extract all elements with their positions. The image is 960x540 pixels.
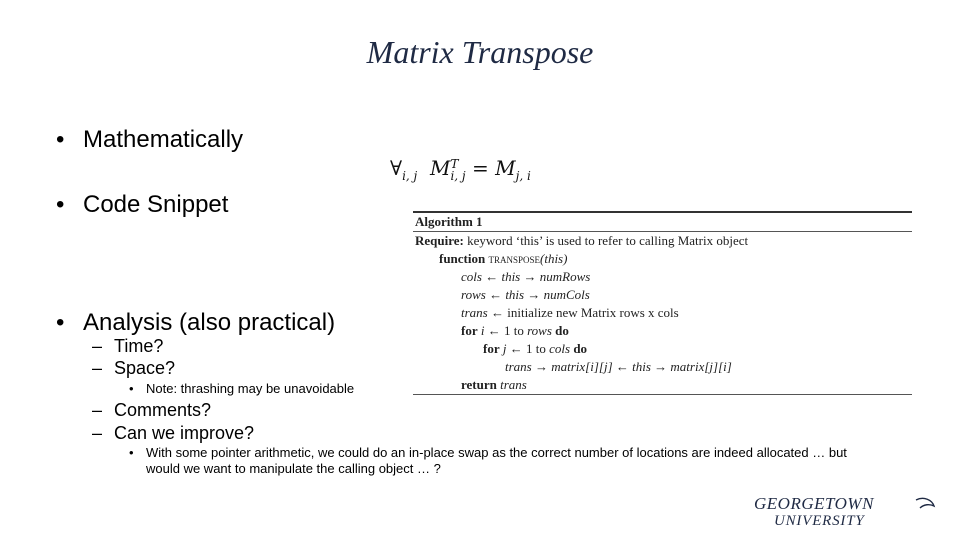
algorithm-for-inner (413, 340, 912, 358)
transpose-formula (390, 156, 531, 183)
logo-line-2: UNIVERSITY (774, 513, 865, 528)
loop-bound: cols (549, 341, 571, 356)
return-value: trans (500, 377, 527, 392)
loop-var: i (480, 323, 485, 338)
algorithm-line-cols (413, 268, 912, 286)
bullet-code-snippet (56, 191, 228, 219)
formula-equals: = (472, 156, 489, 180)
algorithm-assignment: trans → matrix[i][j] ← this → matrix[j][i] (505, 359, 732, 374)
logo-line-1: GEORGETOWN (754, 494, 874, 513)
algorithm-function-line (413, 250, 912, 268)
algorithm-bottom-rule (413, 394, 912, 395)
algorithm-block (413, 211, 912, 395)
forall-symbol: ∀ (390, 156, 403, 180)
do-keyword: do (555, 323, 569, 338)
algorithm-require (413, 232, 912, 250)
formula-lhs-sub: i, j (450, 168, 466, 183)
analysis-item-improve (92, 423, 254, 444)
assign-rhs: initialize new Matrix rows x cols (507, 305, 679, 320)
require-text: keyword ‘this’ is used to refer to calling Matrix object (467, 233, 749, 248)
assign-lhs: rows (461, 287, 486, 302)
improve-note (129, 445, 849, 477)
analysis-item-text: Comments? (114, 400, 212, 420)
dash-marker: – (92, 358, 103, 378)
bullet-text: Mathematically (83, 126, 244, 153)
analysis-item-time (92, 336, 163, 357)
assign-rhs: this → numRows (501, 269, 591, 284)
do-keyword: do (573, 341, 588, 356)
assign-lhs: trans (461, 305, 488, 320)
formula-rhs-sub: j, i (515, 169, 531, 183)
loop-range: ← 1 to (506, 341, 550, 356)
require-keyword: Require: (415, 233, 464, 248)
loop-var: j (502, 341, 507, 356)
bullet-mathematically (56, 126, 243, 154)
assign-lhs: cols (461, 269, 482, 284)
for-keyword: for (483, 341, 500, 356)
formula-lhs-sup: T (450, 156, 459, 171)
algorithm-return (413, 376, 912, 394)
dash-marker: – (92, 336, 103, 356)
analysis-item-comments (92, 400, 211, 421)
formula-rhs: M (495, 156, 516, 180)
for-keyword: for (461, 323, 478, 338)
formula-lhs: M (429, 156, 451, 180)
return-keyword: return (461, 377, 497, 392)
analysis-item-text: Space? (114, 358, 176, 378)
dash-marker: – (92, 423, 103, 443)
analysis-item-text: Time? (114, 336, 164, 356)
assign-op: ← (481, 269, 502, 284)
improve-note-text: With some pointer arithmetic, we could do an in-place swap as the correct number of locations are indeed allocated … but would we want to manipulate the calling object … ? (146, 445, 847, 476)
space-note-text: Note: thrashing may be unavoidable (146, 381, 355, 396)
function-arg: (this) (540, 251, 568, 266)
analysis-item-text: Can we improve? (114, 423, 255, 443)
algorithm-line-rows (413, 286, 912, 304)
bullet-marker: • (129, 445, 134, 460)
bullet-marker: • (56, 191, 65, 218)
function-name: transpose (488, 251, 540, 266)
algorithm-line-trans (413, 304, 912, 322)
logo-flourish-icon (916, 498, 934, 508)
loop-range: ← 1 to (484, 323, 528, 338)
assign-rhs: this → numCols (505, 287, 590, 302)
bullet-text: Code Snippet (83, 191, 229, 218)
space-note (129, 381, 354, 396)
assign-op: ← (485, 287, 506, 302)
georgetown-university-logo (752, 494, 937, 528)
bullet-marker: • (56, 126, 65, 153)
function-keyword: function (439, 251, 486, 266)
bullet-marker: • (56, 309, 65, 336)
assign-op: ← (487, 305, 508, 320)
slide-title: Matrix Transpose (366, 34, 594, 70)
algorithm-for-outer (413, 322, 912, 340)
bullet-marker: • (129, 381, 134, 396)
bullet-text: Analysis (also practical) (83, 309, 336, 336)
algorithm-header: Algorithm 1 (415, 214, 483, 229)
forall-subscript: i, j (402, 169, 418, 183)
analysis-item-space (92, 358, 175, 379)
dash-marker: – (92, 400, 103, 420)
loop-bound: rows (527, 323, 552, 338)
bullet-analysis (56, 309, 335, 337)
